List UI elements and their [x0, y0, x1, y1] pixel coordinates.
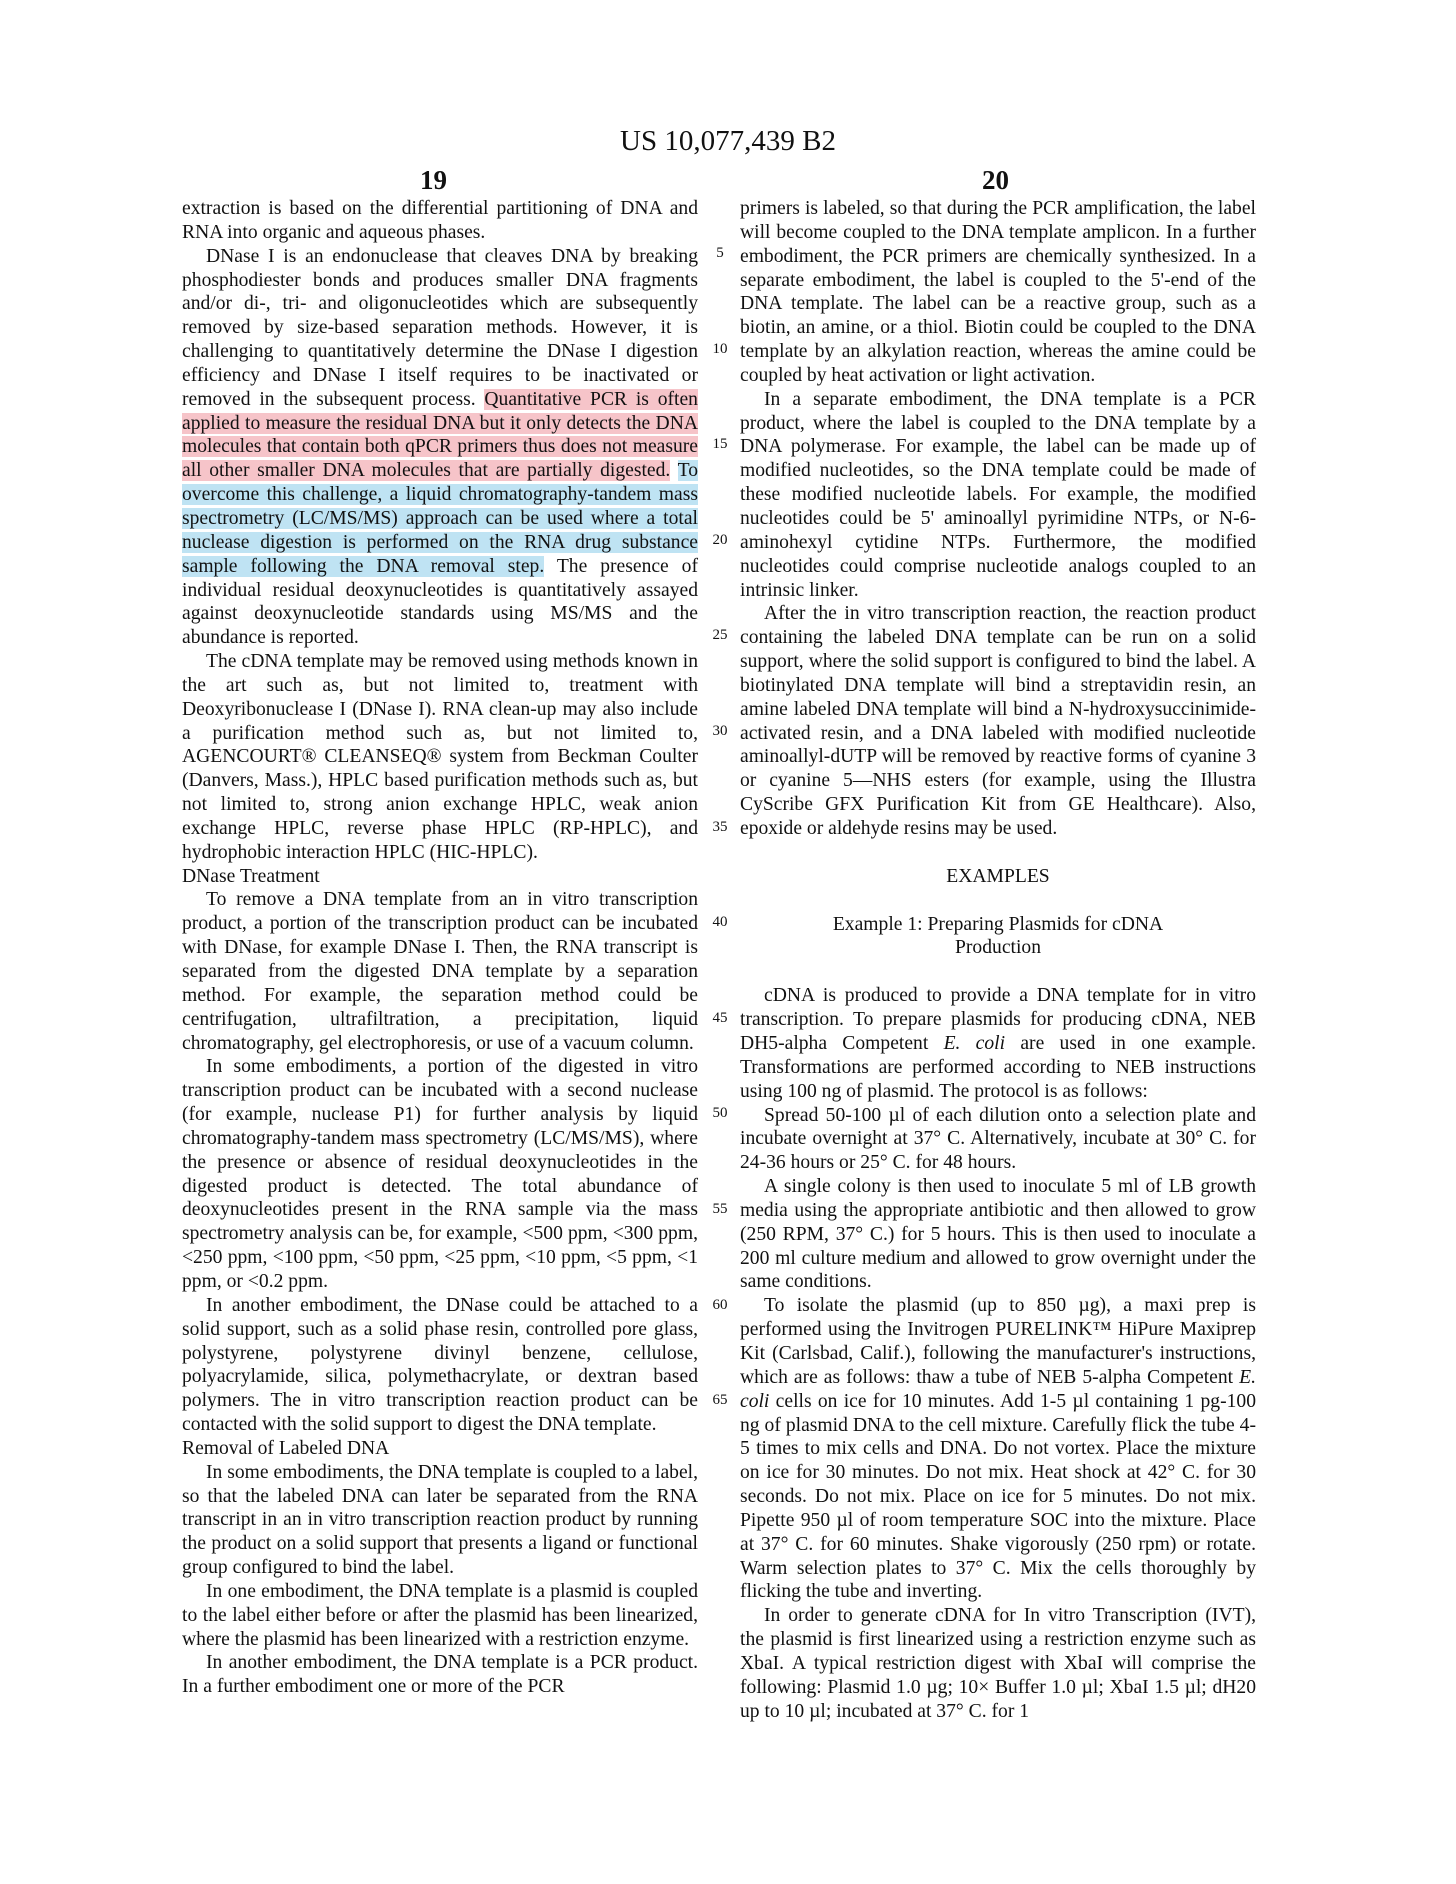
paragraph: extraction is based on the differential partitioning of DNA and RNA into organic and aqueous phases. — [182, 198, 698, 243]
spacer — [740, 960, 1256, 984]
paragraph: A single colony is then used to inoculate 5 ml of LB growth media using the appropriate antibiotic and then allowed to grow (250 RPM, 37° C.) for 5 hours. This is then used to inoculate a 200 ml culture medium and allowed to grow overnight under the same conditions. — [740, 1176, 1256, 1293]
line-number-55: 55 — [712, 1201, 728, 1217]
line-number-15: 15 — [712, 436, 728, 452]
paragraph: The cDNA template may be removed using methods known in the art such as, but not limited to, treatment with Deoxyribonuclease I (DNase I). RNA clean-up may also include a purification method such as, but not limited to, AGENCOURT® CLEANSEQ® system from Beckman Coulter (Danvers, Mass.), HPLC based purification methods such as, but not limited to, strong anion exchange HPLC, weak anion exchange HPLC, reverse phase HPLC (RP-HPLC), and hydrophobic interaction HPLC (HIC-HPLC). — [182, 651, 698, 863]
left-column — [182, 197, 698, 1699]
paragraph: primers is labeled, so that during the PCR amplification, the label will become coupled to the DNA template amplicon. In a further embodiment, the PCR primers are chemically synthesized. In a separate embodiment, the label is coupled to the 5'-end of the DNA template. The label can be a reactive group, such as a biotin, an amine, or a thiol. Biotin could be coupled to the DNA template by an alkylation reaction, whereas the amine could be coupled by heat activation or light activation. — [740, 198, 1256, 386]
right-page-number: 20 — [982, 165, 1009, 195]
line-number-35: 35 — [712, 819, 728, 835]
paragraph: In order to generate cDNA for In vitro Transcription (IVT), the plasmid is first linearized using a restriction enzyme such as XbaI. A typical restriction digest with XbaI will comprise the following: Plasmid 1.0 µg; 10× Buffer 1.0 µl; XbaI 1.5 µl; dH20 up to 10 µl; incubated at 37° C. for 1 — [740, 1605, 1256, 1722]
line-number-45: 45 — [712, 1010, 728, 1026]
paragraph: In another embodiment, the DNA template is a PCR product. In a further embodiment one or more of the PCR — [182, 1652, 698, 1698]
line-number-10: 10 — [712, 341, 728, 357]
paragraph: In a separate embodiment, the DNA template is a PCR product, where the label is coupled to the DNA template by a DNA polymerase. For example, the label can be made up of modified nucleotides, so the DNA template could be made of these modified nucleotide labels. For example, the modified nucleotides could be 5' aminoallyl pyrimidine NTPs, or N-6-aminohexyl cytidine NTPs. Furthermore, the modified nucleotides could comprise nucleotide analogs coupled to an intrinsic linker. — [740, 388, 1256, 601]
paragraph: In one embodiment, the DNA template is a plasmid is coupled to the label either before or after the plasmid has been linearized, where the plasmid has been linearized with a restriction enzyme. — [182, 1580, 698, 1650]
paragraph: Spread 50-100 µl of each dilution onto a selection plate and incubate overnight at 37° C. Alternatively, incubate at 30° C. for 24-36 hours or 25° C. for 48 hours. — [740, 1104, 1256, 1174]
text-span: The presence of individual residual deoxynucleotides is quantitatively assayed against deoxynucleotide standards using MS/MS and the abundance is reported. — [182, 555, 698, 649]
example-1-heading-line-1: Example 1: Preparing Plasmids for cDNA — [832, 913, 1164, 935]
paragraph: To remove a DNA template from an in vitro transcription product, a portion of the transcription product can be incubated with DNase, for example DNase I. Then, the RNA transcript is separated from the digested DNA template by a separation method. For example, the separation method could be centrifugation, ultrafiltration, a precipitation, liquid chromatography, gel electrophoresis, or use of a vacuum column. — [182, 889, 698, 1054]
patent-number-header: US 10,077,439 B2 — [620, 125, 836, 157]
paragraph: In some embodiments, the DNA template is coupled to a label, so that the labeled DNA can later be separated from the RNA transcript in an in vitro transcription reaction product by running the product on a solid support that presents a ligand or functional group configured to bind the label. — [182, 1461, 698, 1579]
left-page-number: 19 — [420, 165, 447, 195]
italic-species: E. coli — [740, 1366, 1256, 1412]
line-number-50: 50 — [712, 1105, 728, 1121]
text-span: To isolate the plasmid (up to 850 µg), a maxi prep is performed using the Invitrogen PURELINK™ HiPure Maxiprep Kit (Carlsbad, Calif.), following the manufacturer's instructions, which are as follows: thaw a tube of NEB 5-alpha Competent — [740, 1295, 1256, 1388]
section-heading-removal-labeled-dna: Removal of Labeled DNA — [182, 1437, 390, 1459]
line-number-65: 65 — [712, 1392, 728, 1408]
highlight-red: Quantitative PCR is often applied to measure the residual DNA but it only detects the DNA molecules that contain both qPCR primers thus does not measure all other smaller DNA molecules that are partially digested. — [182, 388, 698, 482]
text-span: DNase I is an endonuclease that cleaves DNA by breaking phosphodiester bonds and produces smaller DNA fragments and/or di-, tri- and oligonucleotides which are subsequently removed by size-based separation methods. However, it is challenging to quantitatively determine the DNase I digestion efficiency and DNase I itself requires to be inactivated or removed in the subsequent process. — [182, 245, 698, 410]
line-number-20: 20 — [712, 532, 728, 548]
text-span: cDNA is produced to provide a DNA template for in vitro transcription. To prepare plasmids for producing cDNA, NEB DH5-alpha Competent — [740, 985, 1256, 1054]
line-number-5: 5 — [716, 245, 724, 261]
paragraph — [740, 984, 1256, 1103]
spacer — [740, 841, 1256, 865]
line-number-25: 25 — [712, 627, 728, 643]
paragraph — [740, 1294, 1256, 1604]
italic-species: E. coli — [943, 1033, 1006, 1054]
example-1-heading-line-2: Production — [955, 937, 1041, 959]
spacer — [740, 889, 1256, 913]
line-number-60: 60 — [712, 1297, 728, 1313]
paragraph: In another embodiment, the DNase could be attached to a solid support, such as a solid phase resin, controlled pore glass, polystyrene, polystyrene divinyl benzene, cellulose, polyacrylamide, silica, polymethacrylate, or dextran based polymers. The in vitro transcription reaction product can be contacted with the solid support to digest the DNA template. — [182, 1294, 698, 1436]
paragraph-dnase-highlighted — [182, 245, 698, 650]
line-number-30: 30 — [712, 723, 728, 739]
examples-heading: EXAMPLES — [946, 865, 1050, 887]
right-column — [740, 197, 1256, 1723]
paragraph: In some embodiments, a portion of the digested in vitro transcription product can be incubated with a second nuclease (for example, nuclease P1) for further analysis by liquid chromatography-tandem mass spectrometry (LC/MS/MS), where the presence or absence of residual deoxynucleotides in the digested product is detected. The total abundance of deoxynucleotides present in the RNA sample via the mass spectrometry analysis can be, for example, <500 ppm, <300 ppm, <250 ppm, <100 ppm, <50 ppm, <25 ppm, <10 ppm, <5 ppm, <1 ppm, or <0.2 ppm. — [182, 1056, 698, 1292]
paragraph: After the in vitro transcription reaction, the reaction product containing the labeled DNA template can be run on a solid support, where the solid support is configured to bind the label. A biotinylated DNA template will bind a streptavidin resin, an amine labeled DNA template will bind a N-hydroxysuccinimide-activated resin, and a DNA labeled with modified nucleotide aminoallyl-dUTP will be removed by reactive forms of cyanine 3 or cyanine 5—NHS esters (for example, using the Illustra CyScribe GFX Purification Kit from GE Healthcare). Also, epoxide or aldehyde resins may be used. — [740, 603, 1256, 839]
text-span: are used in one example. Transformations are performed according to NEB instructions using 100 ng of plasmid. The protocol is as follows: — [740, 1033, 1256, 1102]
section-heading-dnase-treatment: DNase Treatment — [182, 865, 320, 887]
line-number-40: 40 — [712, 914, 728, 930]
text-span: cells on ice for 10 minutes. Add 1-5 µl containing 1 pg-100 ng of plasmid DNA to the cell mixture. Carefully flick the tube 4-5 times to mix cells and DNA. Do not vortex. Place the mixture on ice for 30 minutes. Do not mix. Heat shock at 42° C. for 30 seconds. Do not mix. Place on ice for 5 minutes. Do not mix. Pipette 950 µl of room temperature SOC into the mixture. Place at 37° C. for 60 minutes. Shake vigorously (250 rpm) or rotate. Warm selection plates to 37° C. Mix the cells thoroughly by flicking the tube and inverting. — [740, 1390, 1256, 1603]
highlight-blue: To overcome this challenge, a liquid chromatography-tandem mass spectrometry (LC/MS/MS) approach can be used where a total nuclease digestion is performed on the RNA drug substance sample following the DNA removal step. — [182, 460, 698, 577]
